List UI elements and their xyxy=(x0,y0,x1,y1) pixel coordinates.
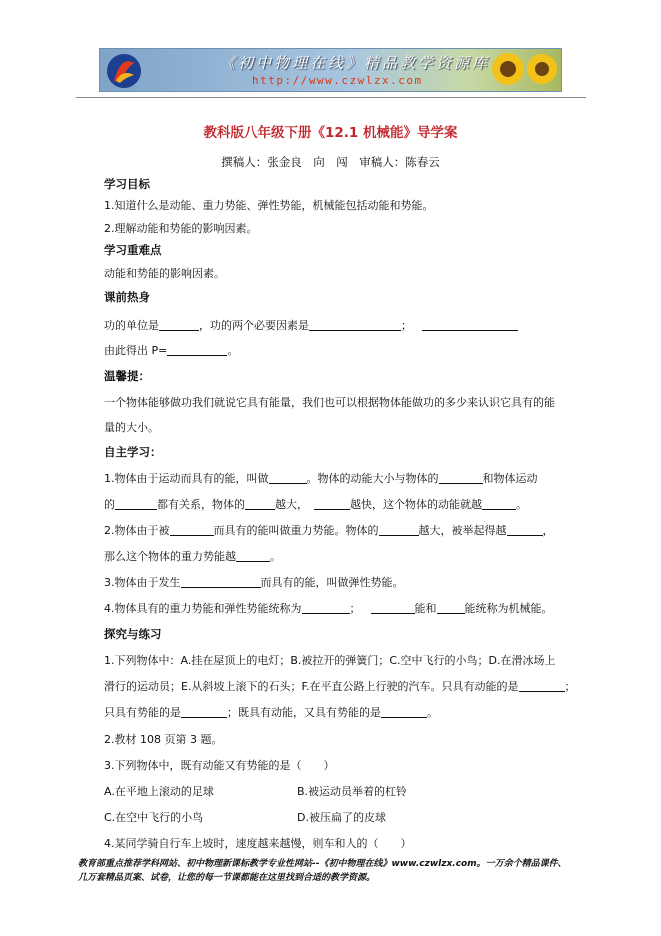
question-text: 2.物体由于被 xyxy=(104,524,170,537)
authors-line: 撰稿人：张金良 向 闯 审稿人：陈春云 xyxy=(221,155,440,169)
banner-title: 《初中物理在线》精品教学资源库 xyxy=(220,54,491,72)
blank-field[interactable] xyxy=(439,471,483,484)
blank-field[interactable] xyxy=(482,497,516,510)
blank-field[interactable] xyxy=(437,601,465,614)
selfstudy-q4 xyxy=(104,600,553,616)
practice-q1-line3 xyxy=(104,704,438,720)
tip-text-2: 量的大小。 xyxy=(104,421,159,434)
warmup-line-2 xyxy=(104,342,238,358)
section-heading-difficulties: 学习重难点 xyxy=(104,243,162,257)
section-heading-tip: 温馨提： xyxy=(104,369,150,383)
question-text: 越快，这个物体的动能就越 xyxy=(350,498,482,511)
warmup-text: 由此得出 P= xyxy=(104,344,168,357)
blank-field[interactable] xyxy=(167,343,227,356)
section-heading-goals: 学习目标 xyxy=(104,177,150,191)
banner-url[interactable]: http://www.czwlzx.com xyxy=(252,74,423,87)
selfstudy-q1-line2 xyxy=(104,496,527,512)
blank-field[interactable] xyxy=(422,318,518,331)
question-text: 越大，被举起得越 xyxy=(418,524,507,537)
question-text: 滑行的运动员；E.从斜坡上滚下的石头；F.在平直公路上行驶的汽车。只具有动能的是 xyxy=(104,680,519,693)
blank-field[interactable] xyxy=(181,575,261,588)
selfstudy-q2-line1 xyxy=(104,522,554,538)
question-text: 。 xyxy=(516,498,527,511)
question-text: ， xyxy=(542,524,554,537)
blank-field[interactable] xyxy=(236,549,270,562)
blank-field[interactable] xyxy=(381,705,427,718)
site-logo-icon xyxy=(106,53,142,89)
question-text: 。 xyxy=(427,706,438,719)
section-heading-practice: 探究与练习 xyxy=(104,627,162,641)
blank-field[interactable] xyxy=(302,601,350,614)
warmup-text: ； xyxy=(401,319,412,332)
sunflower-icon xyxy=(522,49,562,89)
question-text: 的 xyxy=(104,498,115,511)
selfstudy-q1-line1 xyxy=(104,470,538,486)
tip-text-1: 一个物体能够做功我们就说它具有能量，我们也可以根据物体能做功的多少来认识它具有的能 xyxy=(104,396,555,409)
blank-field[interactable] xyxy=(507,523,543,536)
warmup-text: ，功的两个必要因素是 xyxy=(199,319,309,332)
question-text: ； xyxy=(349,602,361,615)
question-text: 3.物体由于发生 xyxy=(104,576,181,589)
page-title: 教科版八年级下册《12.1 机械能》导学案 xyxy=(203,125,458,141)
blank-field[interactable] xyxy=(519,679,565,692)
goal-1: 1.知道什么是动能、重力势能、弹性势能，机械能包括动能和势能。 xyxy=(104,199,434,212)
section-heading-selfstudy: 自主学习： xyxy=(104,445,162,459)
practice-q3-option-d: D.被压扁了的皮球 xyxy=(297,811,386,824)
question-text: 越大， xyxy=(275,498,308,511)
practice-q1-line1: 1.下列物体中：A.挂在屋顶上的电灯；B.被拉开的弹簧门；C.空中飞行的小鸟；D.在滑冰场上 xyxy=(104,654,556,667)
warmup-text: 功的单位是 xyxy=(104,319,159,332)
blank-field[interactable] xyxy=(314,497,350,510)
question-text: 而具有的能，叫做弹性势能。 xyxy=(260,576,404,589)
question-text: 只具有势能的是 xyxy=(104,706,181,719)
blank-field[interactable] xyxy=(379,523,419,536)
question-text: 和物体运动 xyxy=(482,472,538,485)
blank-field[interactable] xyxy=(309,318,401,331)
question-text: 1.物体由于运动而具有的能，叫做 xyxy=(104,472,269,485)
blank-field[interactable] xyxy=(269,471,307,484)
selfstudy-q3 xyxy=(104,574,404,590)
warmup-line-1 xyxy=(104,317,518,333)
question-text: 能和 xyxy=(414,602,437,615)
question-text: ； xyxy=(564,680,576,693)
question-text: 而具有的能叫做重力势能。物体的 xyxy=(213,524,379,537)
difficulty-text: 动能和势能的影响因素。 xyxy=(104,267,225,280)
question-text: 都有关系，物体的 xyxy=(157,498,245,511)
blank-field[interactable] xyxy=(245,497,275,510)
warmup-text: 。 xyxy=(227,344,239,357)
practice-q4: 4.某同学骑自行车上坡时，速度越来越慢，则车和人的（ ） xyxy=(104,837,412,850)
practice-q3: 3.下列物体中，既有动能又有势能的是（ ） xyxy=(104,759,335,772)
blank-field[interactable] xyxy=(159,318,199,331)
question-text: 4.物体具有的重力势能和弹性势能统称为 xyxy=(104,602,302,615)
footer-line-1: 教育部重点推荐学科网站、初中物理新课标教学专业性网站--《初中物理在线》www.czwlzx.com。一万余个精品课件、 xyxy=(78,859,567,869)
question-text: 那么这个物体的重力势能越 xyxy=(104,550,236,563)
goal-2: 2.理解动能和势能的影响因素。 xyxy=(104,222,258,235)
header-divider xyxy=(76,97,586,98)
question-text: 。物体的动能大小与物体的 xyxy=(306,472,439,485)
blank-field[interactable] xyxy=(181,705,227,718)
question-text: 。 xyxy=(270,550,281,563)
blank-field[interactable] xyxy=(170,523,214,536)
practice-q1-line2 xyxy=(104,678,576,694)
header-banner xyxy=(99,48,562,92)
question-text: 能统称为机械能。 xyxy=(464,602,553,615)
blank-field[interactable] xyxy=(371,601,415,614)
blank-field[interactable] xyxy=(115,497,157,510)
selfstudy-q2-line2 xyxy=(104,548,281,564)
practice-q2: 2.教材 108 页第 3 题。 xyxy=(104,733,223,746)
footer-line-2: 几万套精品页案、试卷，让您的每一节课都能在这里找到合适的教学资源。 xyxy=(78,873,376,883)
practice-q3-option-c: C.在空中飞行的小鸟 xyxy=(104,811,204,824)
section-heading-warmup: 课前热身 xyxy=(104,290,150,304)
practice-q3-option-a: A.在平地上滚动的足球 xyxy=(104,785,214,798)
practice-q3-option-b: B.被运动员举着的杠铃 xyxy=(297,785,408,798)
question-text: ；既具有动能，又具有势能的是 xyxy=(227,706,381,719)
